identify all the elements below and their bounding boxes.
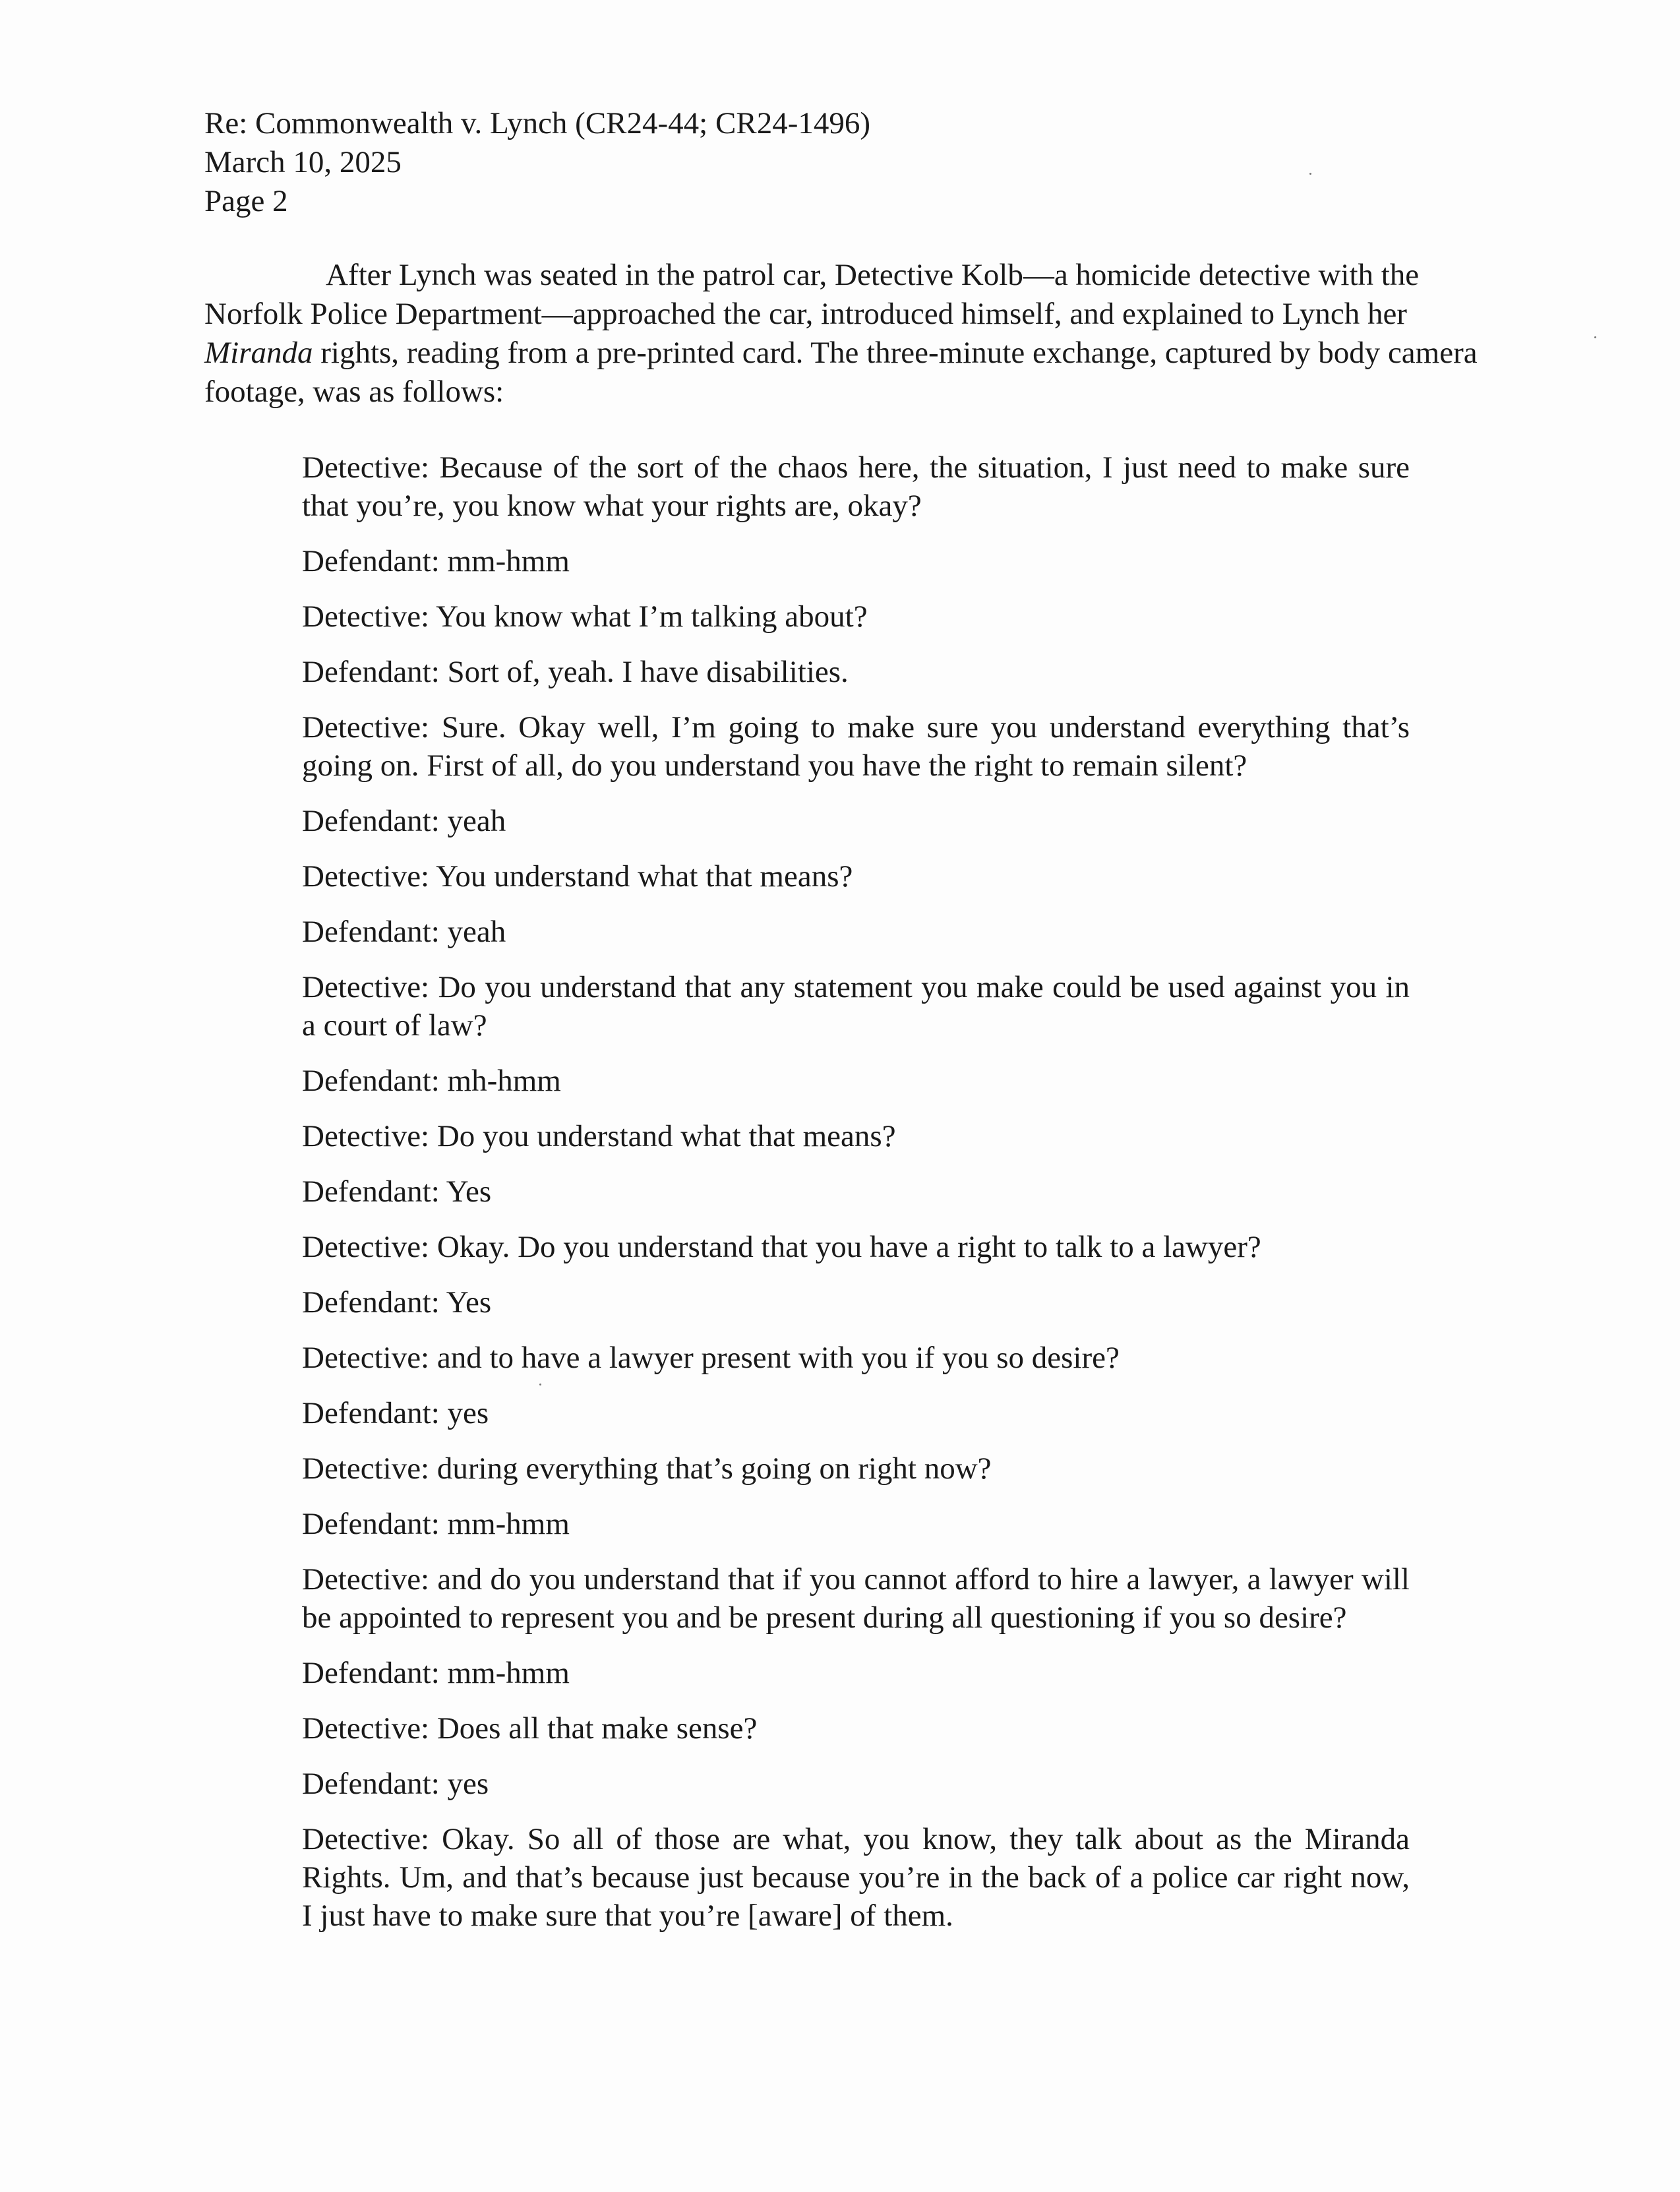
transcript-line: Defendant: mm-hmm xyxy=(302,1507,570,1541)
transcript-line: Detective: Okay. Do you understand that you have a right to talk to a lawyer? xyxy=(302,1230,1261,1264)
intro-text-end: rights, reading from a pre-printed card. The three-minute exchange, captured by body camera footage, was as follows: xyxy=(204,336,1478,409)
transcript-line: Defendant: yeah xyxy=(302,804,506,838)
transcript-line: Defendant: yes xyxy=(302,1396,489,1430)
transcript-line: Defendant: mm-hmm xyxy=(302,544,570,578)
transcript-line: Detective: You understand what that means? xyxy=(302,859,853,894)
intro-paragraph xyxy=(204,256,1490,411)
page-number: Page 2 xyxy=(204,184,288,218)
transcript-block xyxy=(302,448,1410,1935)
intro-italic-term: Miranda xyxy=(204,336,313,370)
transcript-line: Detective: Do you understand that any statement you make could be used against you in a court of law? xyxy=(302,970,1410,1043)
transcript-line: Detective: Does all that make sense? xyxy=(302,1711,758,1746)
scan-speck xyxy=(1309,173,1311,175)
scan-speck xyxy=(1594,336,1596,338)
transcript-line: Defendant: yes xyxy=(302,1767,489,1801)
transcript-line: Detective: Because of the sort of the chaos here, the situation, I just need to make sure that you’re, you know what your rights are, okay? xyxy=(302,450,1410,523)
transcript-line: Detective: and do you understand that if you cannot afford to hire a lawyer, a lawyer will be appointed to represent you and be present during all questioning if you so desire? xyxy=(302,1562,1410,1635)
transcript-line: Detective: during everything that’s going on right now? xyxy=(302,1451,992,1486)
letter-date: March 10, 2025 xyxy=(204,145,402,179)
transcript-line: Detective: and to have a lawyer present with you if you so desire? xyxy=(302,1341,1120,1375)
transcript-line: Detective: Sure. Okay well, I’m going to make sure you understand everything that’s going on. First of all, do you understand you have the right to remain silent? xyxy=(302,710,1410,783)
transcript-line: Defendant: Yes xyxy=(302,1285,492,1320)
intro-text-start: After Lynch was seated in the patrol car, Detective Kolb—a homicide detective with the Norfolk Police Department—approached the car, introduced himself, and explained to Lynch her xyxy=(204,258,1420,331)
transcript-line: Defendant: Yes xyxy=(302,1174,492,1209)
scan-speck xyxy=(539,1384,541,1385)
transcript-line: Defendant: yeah xyxy=(302,915,506,949)
transcript-line: Detective: Do you understand what that means? xyxy=(302,1119,896,1153)
transcript-line: Detective: You know what I’m talking about? xyxy=(302,599,868,634)
letter-header xyxy=(204,104,870,221)
transcript-line: Defendant: Sort of, yeah. I have disabilities. xyxy=(302,655,849,689)
transcript-line: Detective: Okay. So all of those are what, you know, they talk about as the Miranda Rights. Um, and that’s because just because you’re in the back of a police car right now, I just have to make sure that you’re [aware] of them. xyxy=(302,1822,1410,1933)
transcript-line: Defendant: mm-hmm xyxy=(302,1656,570,1690)
transcript-line: Defendant: mh-hmm xyxy=(302,1064,561,1098)
re-line: Re: Commonwealth v. Lynch (CR24-44; CR24-1496) xyxy=(204,106,870,140)
